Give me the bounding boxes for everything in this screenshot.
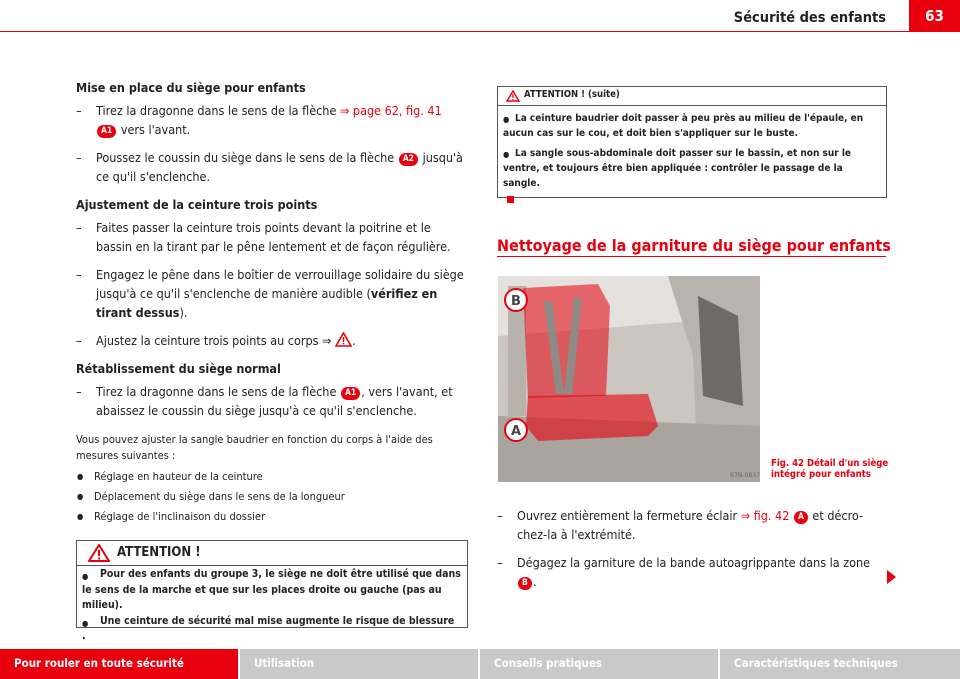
tab-conseils-pratiques[interactable]: Conseils pratiques bbox=[480, 649, 720, 679]
fig-42-link[interactable]: ⇒ fig. 42 bbox=[740, 508, 790, 523]
step-4-bold: vérifiez en tirant dessus bbox=[96, 286, 438, 320]
warning-header bbox=[77, 541, 467, 566]
bullet-dot bbox=[82, 616, 461, 628]
figure-caption: Fig. 42 Détail d'un siège intégré pour enfants bbox=[771, 458, 889, 480]
warning-item: La sangle sous-abdominale doit passer sur le bassin, et non sur le ventre, et toujours être bien appliquée : contrôler le passage de la sangle. bbox=[503, 148, 852, 189]
bullet-dot bbox=[82, 569, 461, 581]
warning-triangle-icon[interactable] bbox=[335, 332, 352, 347]
clean-step-1 bbox=[497, 506, 889, 544]
heading-ajustement: Ajustement de la ceinture trois points bbox=[76, 197, 318, 212]
step-6-text-end: , vers l'avant, et abaissez le coussin du siège jusqu'à ce qu'il s'enclenche. bbox=[96, 384, 453, 418]
clean-step-1-text-end: et décro-chez-la à l'extrémité. bbox=[517, 508, 864, 542]
bullet-item: ● Réglage de l'inclinaison du dossier bbox=[76, 510, 468, 524]
bullet-dot bbox=[503, 147, 880, 159]
page-number: 63 bbox=[909, 0, 960, 32]
step-1 bbox=[76, 101, 468, 139]
step-6-text: Tirez la dragonne dans le sens de la flèche bbox=[96, 384, 340, 399]
step-2-text: Poussez le coussin du siège dans le sens de la flèche bbox=[96, 150, 398, 165]
section-rule bbox=[497, 256, 886, 257]
photo-code: B7N-0837 bbox=[730, 472, 760, 479]
step-4 bbox=[76, 265, 468, 322]
heading-mise-en-place: Mise en place du siège pour enfants bbox=[76, 80, 306, 95]
footer-nav bbox=[0, 649, 960, 679]
step-6 bbox=[76, 382, 468, 420]
step-1-text: Tirez la dragonne dans le sens de la flèche bbox=[96, 103, 340, 118]
heading-retablissement: Rétablissement du siège normal bbox=[76, 361, 281, 376]
callout-a: A bbox=[794, 511, 808, 524]
clean-step-1-text: Ouvrez entièrement la fermeture éclair bbox=[517, 508, 741, 523]
callout-b: B bbox=[518, 577, 532, 590]
clean-step-2-text: Dégagez la garniture de la bande autoagrippante dans la zone bbox=[517, 555, 871, 570]
cleaning-steps bbox=[497, 506, 889, 600]
photo-label-a: A bbox=[510, 424, 522, 439]
step-2-text-end: jusqu'à ce qu'il s'enclenche. bbox=[96, 150, 463, 184]
warning-label: ATTENTION ! bbox=[117, 545, 201, 560]
step-5 bbox=[76, 331, 468, 350]
page-title: Sécurité des enfants bbox=[733, 10, 886, 26]
step-2 bbox=[76, 148, 468, 186]
figure-42-photo bbox=[498, 276, 760, 482]
header-rule bbox=[0, 31, 909, 32]
warning-triangle-icon bbox=[88, 544, 110, 562]
warning-item: La ceinture baudrier doit passer à peu près au milieu de l'épaule, en aucun cas sur le cou, et doit bien s'appliquer sur le buste. bbox=[503, 113, 864, 139]
warning-triangle-icon bbox=[506, 90, 520, 102]
tab-pour-rouler[interactable]: Pour rouler en toute sécurité bbox=[0, 649, 240, 679]
warning-text bbox=[498, 106, 886, 208]
tab-caracteristiques-techniques[interactable]: Caractéristiques techniques bbox=[720, 649, 960, 679]
step-4-text: Engagez le pêne dans le boîtier de verrouillage solidaire du siège jusqu'à ce qu'il s'enclenche de manière audible ( bbox=[96, 267, 464, 301]
step-3: – Faites passer la ceinture trois points devant la poitrine et le bassin en la tirant par le pêne lentement et de façon régulière. bbox=[76, 218, 468, 256]
end-marker bbox=[507, 196, 514, 203]
step-5-text-end: . bbox=[352, 333, 356, 348]
step-1-text-end: vers l'avant. bbox=[117, 122, 191, 137]
warning-item: Pour des enfants du groupe 3, le siège ne doit être utilisé que dans le sens de la marche et que sur les places droite ou gauche (pas au milieu). bbox=[82, 568, 461, 611]
bullet-dot bbox=[503, 112, 880, 124]
next-page-arrow-icon[interactable] bbox=[887, 570, 896, 584]
bullet-item: ● Réglage en hauteur de la ceinture bbox=[76, 470, 468, 484]
clean-step-2 bbox=[497, 553, 889, 591]
warning-box-continued bbox=[497, 86, 887, 198]
warning-item: Une ceinture de sécurité mal mise augmente le risque de blessure . bbox=[82, 614, 455, 642]
warning-box bbox=[76, 540, 468, 642]
left-column bbox=[76, 78, 468, 530]
adjust-paragraph: Vous pouvez ajuster la sangle baudrier en fonction du corps à l'aide des mesures suivantes : bbox=[76, 433, 433, 462]
photo-label-b: B bbox=[511, 294, 521, 309]
bullet-item: ● Déplacement du siège dans le sens de la longueur bbox=[76, 490, 468, 504]
seat-illustration bbox=[498, 276, 760, 482]
step-4-text-end: ). bbox=[179, 305, 188, 320]
callout-a1-b: A1 bbox=[341, 387, 360, 400]
step-5-text: Ajustez la ceinture trois points au corps ⇒ bbox=[96, 333, 336, 348]
page-62-link[interactable]: ⇒ page 62, fig. 41 bbox=[339, 103, 442, 118]
tab-utilisation[interactable]: Utilisation bbox=[240, 649, 480, 679]
section-title: Nettoyage de la garniture du siège pour enfants bbox=[497, 236, 891, 255]
callout-a2: A2 bbox=[399, 153, 418, 166]
warning-header bbox=[498, 87, 886, 106]
clean-step-2-text-end: . bbox=[532, 574, 537, 589]
warning-text bbox=[77, 566, 467, 645]
callout-a1: A1 bbox=[97, 125, 116, 138]
warning-label: ATTENTION ! (suite) bbox=[524, 89, 620, 100]
